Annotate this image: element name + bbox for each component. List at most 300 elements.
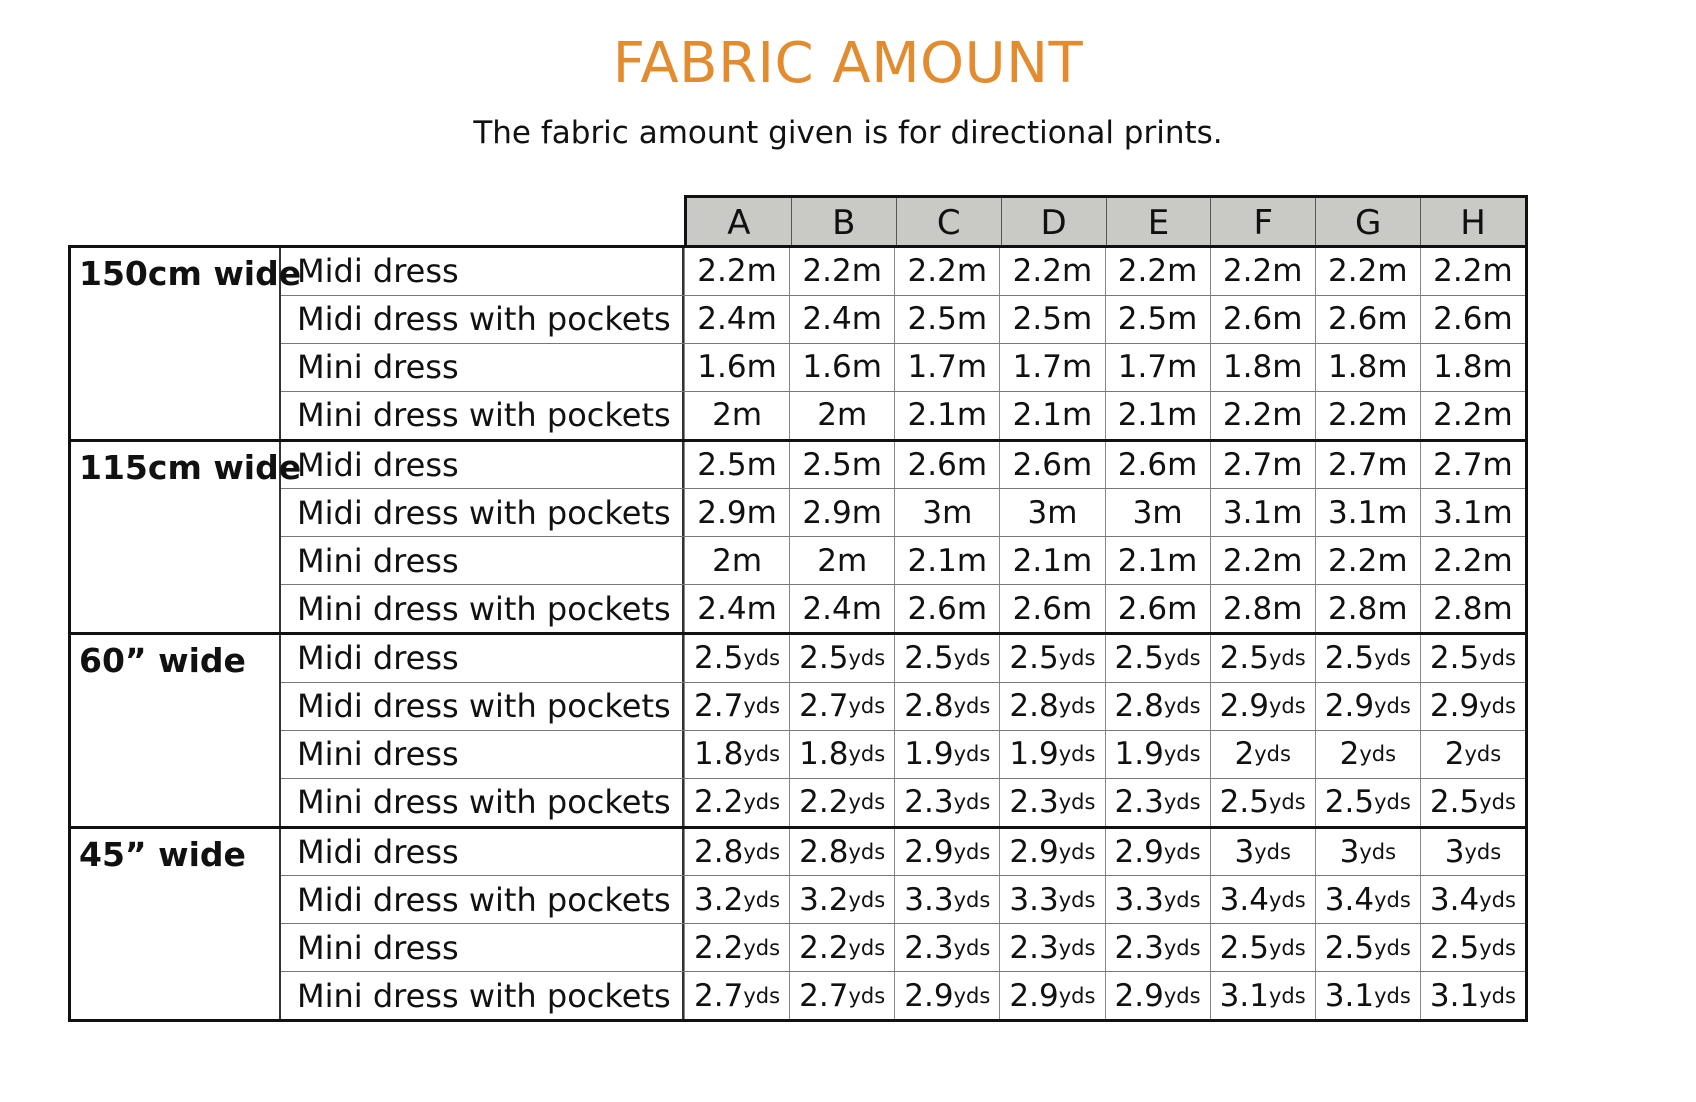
- amount-cell: [1105, 683, 1210, 730]
- group-rows: [281, 442, 1525, 633]
- amount-cell: [1105, 876, 1210, 923]
- fabric-width-group: [71, 439, 1525, 633]
- amount-value: 2.6: [1117, 590, 1168, 627]
- amount-cell: [1315, 829, 1420, 876]
- amount-cell: [999, 924, 1104, 971]
- amount-unit: m: [1482, 446, 1513, 483]
- amount-cell: [684, 876, 789, 923]
- amount-value: 3: [1027, 494, 1048, 531]
- amount-unit: yds: [743, 646, 781, 671]
- amount-unit: m: [1167, 349, 1198, 386]
- amount-value: 2.7: [1328, 446, 1378, 483]
- amount-value: 2.1: [907, 542, 957, 579]
- amount-cell: [684, 779, 789, 826]
- group-rows: [281, 829, 1525, 1020]
- amount-unit: yds: [1163, 694, 1201, 719]
- amount-cell: [1420, 248, 1525, 295]
- amount-value: 2.2: [907, 253, 957, 290]
- amount-unit: yds: [1254, 742, 1291, 767]
- amount-value: 2.5: [1009, 640, 1059, 677]
- amount-value: 2.8: [694, 833, 744, 870]
- amount-cell: [1210, 876, 1315, 923]
- amount-cell: [1315, 248, 1420, 295]
- amount-value: 2.3: [1009, 784, 1059, 821]
- amount-cell: [789, 635, 894, 682]
- amount-value: 2.2: [802, 253, 852, 290]
- amount-cell: [1315, 731, 1420, 778]
- amount-unit: m: [1377, 590, 1408, 627]
- amount-cell: [894, 924, 999, 971]
- amount-value: 2.5: [1114, 640, 1164, 677]
- garment-label: Mini dress with pockets: [281, 972, 684, 1019]
- amount-value: 2.4: [697, 590, 747, 627]
- amount-unit: yds: [1058, 983, 1096, 1008]
- amount-cell: [1105, 731, 1210, 778]
- amount-unit: yds: [743, 983, 781, 1008]
- amount-cell: [684, 537, 789, 584]
- amount-cell: [999, 731, 1104, 778]
- amount-unit: yds: [1268, 646, 1306, 671]
- amount-unit: m: [1061, 301, 1093, 338]
- amount-value: 2.6: [1328, 301, 1378, 338]
- amount-value: 2.3: [904, 784, 954, 821]
- amount-cell: [894, 392, 999, 439]
- amount-unit: m: [836, 397, 868, 434]
- fabric-width-group: [71, 826, 1525, 1020]
- amount-unit: m: [956, 590, 988, 627]
- amount-value: 1.8: [799, 736, 849, 773]
- page-subtitle: The fabric amount given is for directional prints.: [473, 115, 1223, 151]
- amount-cell: [1420, 392, 1525, 439]
- amount-cell: [894, 683, 999, 730]
- amount-value: 2.5: [799, 640, 849, 677]
- amount-cell: [684, 829, 789, 876]
- amount-unit: yds: [743, 839, 781, 864]
- amount-unit: m: [956, 542, 988, 579]
- amount-unit: yds: [953, 887, 991, 912]
- table-row: [281, 536, 1525, 584]
- amount-value: 3.1: [1429, 977, 1480, 1014]
- amount-value: 2.6: [907, 446, 957, 483]
- amount-value: 3: [922, 494, 943, 531]
- amount-value: 3.3: [1009, 881, 1059, 918]
- amount-value: 2.2: [697, 253, 747, 290]
- amount-value: 1.6: [697, 349, 747, 386]
- amount-unit: m: [1482, 301, 1513, 338]
- fabric-width-label: 60” wide: [71, 635, 281, 826]
- amount-cell: [1105, 392, 1210, 439]
- amount-value: 2.1: [1012, 542, 1062, 579]
- amount-cell: [999, 537, 1104, 584]
- amount-value: 2.4: [697, 301, 747, 338]
- amount-cell: [684, 392, 789, 439]
- fabric-amount-table: [68, 245, 1528, 1022]
- amount-unit: m: [1482, 253, 1513, 290]
- amount-unit: m: [1482, 494, 1513, 531]
- amount-unit: m: [1167, 397, 1198, 434]
- amount-unit: yds: [1058, 790, 1096, 815]
- size-header-row: [684, 195, 1528, 245]
- fabric-width-label: 150cm wide: [71, 248, 281, 439]
- amount-cell: [894, 344, 999, 391]
- amount-cell: [1420, 585, 1525, 632]
- amount-cell: [1210, 829, 1315, 876]
- amount-unit: m: [746, 494, 777, 531]
- amount-unit: m: [1377, 446, 1408, 483]
- amount-unit: yds: [1268, 935, 1306, 960]
- amount-cell: [894, 442, 999, 489]
- amount-unit: m: [1167, 590, 1198, 627]
- amount-cell: [999, 829, 1104, 876]
- amount-value: 2.5: [1219, 640, 1269, 677]
- garment-label: Mini dress with pockets: [281, 585, 684, 632]
- amount-unit: m: [851, 590, 882, 627]
- amount-unit: yds: [1374, 983, 1411, 1008]
- amount-cell: [1420, 829, 1525, 876]
- amount-unit: yds: [1163, 935, 1201, 960]
- garment-label: Midi dress with pockets: [281, 683, 684, 730]
- amount-cell: [1105, 537, 1210, 584]
- amount-value: 1.7: [907, 349, 957, 386]
- garment-label: Midi dress with pockets: [281, 489, 684, 536]
- amount-value: 2.2: [1433, 253, 1483, 290]
- amount-unit: m: [746, 253, 777, 290]
- amount-cell: [1210, 537, 1315, 584]
- amount-cell: [1210, 731, 1315, 778]
- page-title: FABRIC AMOUNT: [612, 31, 1084, 96]
- amount-cell: [894, 829, 999, 876]
- amount-cell: [1210, 392, 1315, 439]
- amount-unit: yds: [848, 887, 886, 912]
- amount-unit: m: [1377, 253, 1408, 290]
- fabric-width-group: [71, 632, 1525, 826]
- amount-unit: m: [746, 590, 777, 627]
- amount-value: 2: [817, 397, 837, 434]
- amount-cell: [1420, 635, 1525, 682]
- amount-value: 2.2: [694, 929, 744, 966]
- amount-value: 2.9: [904, 977, 954, 1014]
- amount-value: 2.9: [1009, 977, 1059, 1014]
- amount-cell: [999, 635, 1104, 682]
- amount-value: 2.2: [1222, 542, 1273, 579]
- amount-cell: [999, 876, 1104, 923]
- amount-unit: yds: [1163, 790, 1201, 815]
- amount-unit: m: [1272, 349, 1303, 386]
- amount-unit: yds: [953, 935, 991, 960]
- amount-unit: yds: [743, 790, 781, 815]
- amount-unit: yds: [848, 694, 886, 719]
- amount-unit: m: [1272, 397, 1303, 434]
- amount-cell: [894, 779, 999, 826]
- amount-unit: yds: [1374, 694, 1411, 719]
- amount-unit: m: [1272, 542, 1303, 579]
- amount-value: 3.3: [904, 881, 954, 918]
- amount-cell: [1105, 248, 1210, 295]
- amount-unit: m: [1061, 542, 1093, 579]
- amount-cell: [789, 972, 894, 1019]
- amount-value: 2: [1444, 736, 1465, 773]
- amount-cell: [1105, 829, 1210, 876]
- amount-value: 2.2: [799, 784, 849, 821]
- fabric-width-label: 45” wide: [71, 829, 281, 1020]
- amount-cell: [684, 296, 789, 343]
- amount-unit: yds: [1163, 646, 1201, 671]
- amount-cell: [894, 635, 999, 682]
- amount-unit: yds: [1479, 935, 1516, 960]
- amount-cell: [1210, 442, 1315, 489]
- column-header: H: [1420, 198, 1525, 245]
- amount-value: 2.6: [907, 590, 957, 627]
- amount-unit: yds: [1163, 839, 1201, 864]
- amount-cell: [1105, 442, 1210, 489]
- amount-cell: [1105, 344, 1210, 391]
- amount-value: 2.7: [799, 688, 849, 725]
- amount-unit: yds: [1058, 694, 1096, 719]
- amount-cell: [1210, 924, 1315, 971]
- amount-unit: m: [1377, 301, 1408, 338]
- amount-cell: [684, 585, 789, 632]
- amount-value: 2.9: [904, 833, 954, 870]
- amount-value: 3.2: [799, 881, 849, 918]
- amount-value: 3: [1444, 833, 1465, 870]
- amount-unit: m: [942, 494, 973, 531]
- amount-value: 2.6: [1433, 301, 1483, 338]
- amount-unit: yds: [848, 839, 886, 864]
- amount-unit: m: [1377, 542, 1408, 579]
- amount-unit: m: [1152, 494, 1183, 531]
- amount-cell: [684, 924, 789, 971]
- amount-unit: m: [851, 349, 882, 386]
- amount-unit: yds: [1058, 742, 1096, 767]
- amount-unit: yds: [848, 646, 886, 671]
- amount-value: 2: [1234, 736, 1255, 773]
- table-row: [281, 584, 1525, 632]
- amount-unit: yds: [1163, 742, 1201, 767]
- amount-cell: [999, 779, 1104, 826]
- amount-cell: [999, 344, 1104, 391]
- amount-unit: yds: [1464, 742, 1502, 767]
- amount-value: 2.2: [1328, 253, 1378, 290]
- amount-unit: m: [836, 542, 868, 579]
- amount-cell: [789, 585, 894, 632]
- amount-cell: [1420, 779, 1525, 826]
- garment-label: Midi dress: [281, 829, 684, 876]
- amount-cell: [1105, 972, 1210, 1019]
- amount-cell: [1210, 779, 1315, 826]
- amount-unit: m: [851, 301, 882, 338]
- amount-unit: m: [731, 397, 763, 434]
- amount-value: 2.5: [1117, 301, 1168, 338]
- garment-label: Midi dress: [281, 442, 684, 489]
- amount-value: 2: [712, 397, 732, 434]
- amount-value: 2.2: [1433, 542, 1483, 579]
- amount-cell: [1315, 635, 1420, 682]
- table-row: [281, 391, 1525, 439]
- amount-unit: yds: [1058, 839, 1096, 864]
- amount-value: 2.8: [1222, 590, 1273, 627]
- amount-cell: [894, 972, 999, 1019]
- amount-value: 2.9: [1114, 977, 1164, 1014]
- amount-unit: yds: [848, 983, 886, 1008]
- amount-cell: [789, 489, 894, 536]
- amount-unit: m: [1272, 253, 1303, 290]
- table-row: [281, 971, 1525, 1019]
- amount-value: 2: [1339, 736, 1360, 773]
- column-header: D: [1001, 198, 1106, 245]
- amount-unit: yds: [953, 983, 991, 1008]
- amount-cell: [1315, 876, 1420, 923]
- amount-value: 2.4: [802, 590, 852, 627]
- garment-label: Mini dress with pockets: [281, 392, 684, 439]
- amount-cell: [684, 489, 789, 536]
- amount-value: 2.3: [904, 929, 954, 966]
- column-header: C: [896, 198, 1001, 245]
- amount-cell: [1210, 972, 1315, 1019]
- amount-unit: yds: [743, 935, 781, 960]
- amount-unit: m: [1061, 349, 1093, 386]
- amount-cell: [789, 537, 894, 584]
- amount-cell: [894, 489, 999, 536]
- amount-unit: yds: [743, 742, 781, 767]
- amount-cell: [1420, 683, 1525, 730]
- amount-value: 2.5: [1012, 301, 1062, 338]
- amount-value: 2.9: [1324, 688, 1375, 725]
- amount-unit: m: [1061, 446, 1093, 483]
- amount-value: 2.5: [1429, 784, 1480, 821]
- amount-value: 2.5: [1429, 640, 1480, 677]
- amount-cell: [1315, 585, 1420, 632]
- amount-unit: m: [746, 349, 777, 386]
- amount-unit: m: [746, 301, 777, 338]
- amount-value: 1.8: [694, 736, 744, 773]
- amount-value: 2.7: [799, 977, 849, 1014]
- amount-unit: m: [1167, 253, 1198, 290]
- amount-value: 2.9: [1429, 688, 1480, 725]
- amount-unit: m: [1167, 542, 1198, 579]
- table-row: [281, 442, 1525, 489]
- amount-unit: m: [731, 542, 763, 579]
- amount-unit: yds: [743, 887, 781, 912]
- amount-cell: [1105, 635, 1210, 682]
- fabric-width-group: [71, 248, 1525, 439]
- amount-cell: [1210, 296, 1315, 343]
- amount-unit: yds: [1479, 694, 1516, 719]
- amount-unit: m: [956, 446, 988, 483]
- amount-value: 2: [817, 542, 837, 579]
- amount-value: 1.8: [1328, 349, 1378, 386]
- amount-cell: [684, 635, 789, 682]
- amount-cell: [1210, 489, 1315, 536]
- amount-unit: yds: [1359, 839, 1397, 864]
- amount-value: 2.5: [1219, 929, 1269, 966]
- amount-unit: m: [1061, 590, 1093, 627]
- amount-value: 2.7: [1433, 446, 1483, 483]
- amount-cell: [1315, 442, 1420, 489]
- amount-cell: [1210, 248, 1315, 295]
- amount-cell: [1210, 683, 1315, 730]
- amount-cell: [1420, 972, 1525, 1019]
- amount-value: 3.4: [1324, 881, 1375, 918]
- amount-unit: yds: [1058, 887, 1096, 912]
- amount-unit: m: [1482, 542, 1513, 579]
- amount-unit: yds: [1479, 646, 1516, 671]
- amount-unit: yds: [1479, 887, 1516, 912]
- amount-unit: yds: [1374, 887, 1411, 912]
- amount-value: 1.8: [1433, 349, 1483, 386]
- amount-value: 2.5: [1324, 640, 1375, 677]
- table-row: [281, 778, 1525, 826]
- amount-cell: [1420, 537, 1525, 584]
- amount-unit: m: [851, 253, 882, 290]
- amount-value: 2.9: [1114, 833, 1164, 870]
- amount-cell: [1315, 489, 1420, 536]
- table-row: [281, 343, 1525, 391]
- amount-unit: m: [1272, 590, 1303, 627]
- amount-cell: [1420, 344, 1525, 391]
- amount-value: 2.2: [1222, 397, 1273, 434]
- amount-cell: [999, 585, 1104, 632]
- amount-value: 2: [712, 542, 732, 579]
- amount-value: 2.5: [1324, 929, 1375, 966]
- column-header: E: [1106, 198, 1211, 245]
- amount-value: 2.5: [802, 446, 852, 483]
- amount-cell: [1315, 344, 1420, 391]
- amount-value: 2.7: [694, 977, 744, 1014]
- amount-unit: yds: [953, 839, 991, 864]
- amount-cell: [1420, 924, 1525, 971]
- amount-cell: [1420, 876, 1525, 923]
- garment-label: Mini dress: [281, 924, 684, 971]
- amount-unit: yds: [1268, 887, 1306, 912]
- amount-value: 3.3: [1114, 881, 1164, 918]
- fabric-width-label: 115cm wide: [71, 442, 281, 633]
- amount-cell: [1315, 392, 1420, 439]
- amount-cell: [1315, 537, 1420, 584]
- amount-cell: [789, 344, 894, 391]
- table-row: [281, 923, 1525, 971]
- amount-cell: [1105, 489, 1210, 536]
- amount-cell: [1420, 731, 1525, 778]
- garment-label: Midi dress with pockets: [281, 876, 684, 923]
- amount-value: 2.2: [1012, 253, 1062, 290]
- amount-cell: [1315, 972, 1420, 1019]
- amount-unit: m: [1482, 349, 1513, 386]
- amount-cell: [1105, 585, 1210, 632]
- amount-cell: [999, 489, 1104, 536]
- amount-cell: [789, 248, 894, 295]
- amount-cell: [684, 731, 789, 778]
- amount-unit: m: [1272, 494, 1303, 531]
- amount-cell: [894, 537, 999, 584]
- amount-unit: yds: [1374, 646, 1411, 671]
- amount-value: 2.5: [1324, 784, 1375, 821]
- amount-cell: [1315, 924, 1420, 971]
- column-header: G: [1315, 198, 1420, 245]
- amount-cell: [789, 829, 894, 876]
- amount-unit: yds: [1163, 983, 1201, 1008]
- amount-value: 2.8: [1114, 688, 1164, 725]
- amount-unit: m: [1482, 590, 1513, 627]
- amount-value: 2.8: [904, 688, 954, 725]
- amount-cell: [894, 248, 999, 295]
- column-header: F: [1210, 198, 1315, 245]
- amount-unit: m: [1377, 397, 1408, 434]
- amount-unit: m: [1167, 301, 1198, 338]
- amount-value: 2.6: [1012, 446, 1062, 483]
- amount-unit: m: [1377, 494, 1408, 531]
- amount-value: 3.1: [1433, 494, 1483, 531]
- amount-cell: [999, 296, 1104, 343]
